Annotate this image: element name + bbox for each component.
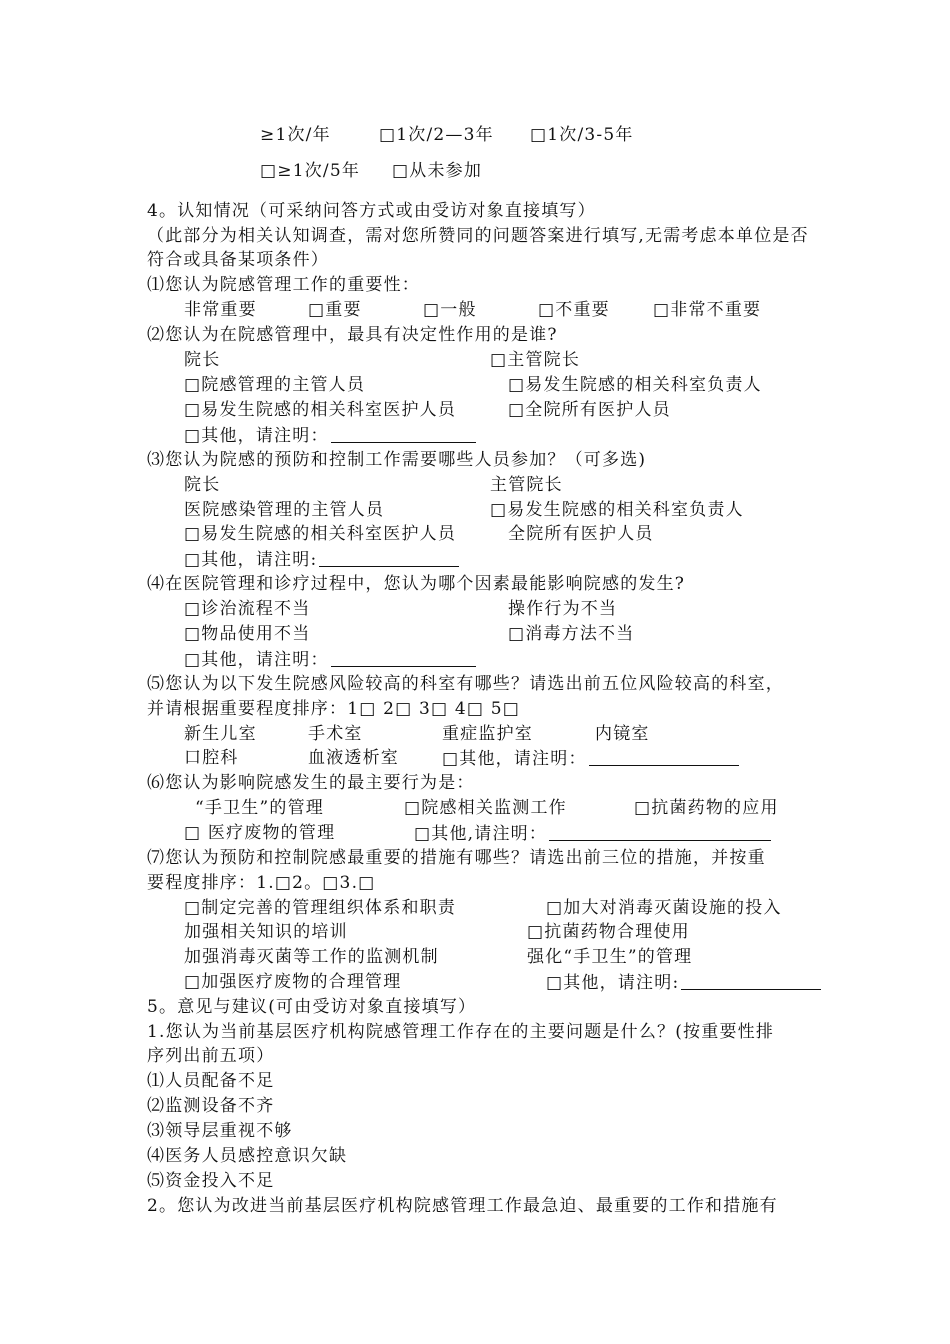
q5-option-dental[interactable]: 口腔科	[184, 748, 239, 768]
q5-option-surgery[interactable]: 手术室	[308, 724, 363, 744]
q6-option-monitoring[interactable]: □院感相关监测工作	[404, 798, 567, 818]
q7-text: ⑺您认为预防和控制院感最重要的措施有哪些？请选出前三位的措施，并按重	[147, 848, 766, 868]
section-4-title: 4。认知情况（可采纳问答方式或由受访对象直接填写）	[147, 201, 596, 221]
q6-other-blank[interactable]	[549, 823, 771, 841]
q2-option-other[interactable]	[184, 425, 476, 446]
q4-option-supplies[interactable]: □物品使用不当	[184, 624, 311, 644]
q1-text: ⑴您认为院感管理工作的重要性：	[147, 275, 420, 295]
s5-answer-item: ⑶领导层重视不够	[147, 1121, 293, 1141]
q5-option-icu[interactable]: 重症监护室	[442, 724, 533, 744]
q2-option-vice-dean[interactable]: □主管院长	[490, 350, 581, 370]
q3-option-dean[interactable]: 院长	[184, 475, 221, 495]
s5-q1-text-cont: 序列出前五项）	[147, 1046, 275, 1066]
freq-option-3-5-years[interactable]: □1次/3-5年	[530, 125, 634, 145]
s5-answer-item: ⑴人员配备不足	[147, 1071, 275, 1091]
q7-option-monitoring-mechanism[interactable]: 加强消毒灭菌等工作的监测机制	[184, 947, 439, 967]
q7-option-hand-hygiene[interactable]: 强化“手卫生”的管理	[527, 947, 693, 967]
q4-other-blank[interactable]	[331, 649, 476, 667]
q3-option-other[interactable]	[184, 549, 459, 570]
q4-option-process[interactable]: □诊治流程不当	[184, 599, 311, 619]
s5-answer-item: ⑸资金投入不足	[147, 1171, 275, 1191]
q4-option-other[interactable]	[184, 649, 476, 670]
s5-q1-text: 1.您认为当前基层医疗机构院感管理工作存在的主要问题是什么？(按重要性排	[147, 1022, 775, 1042]
q2-option-dept-head[interactable]: □易发生院感的相关科室负责人	[508, 375, 762, 395]
q7-option-antibiotics[interactable]: □抗菌药物合理使用	[527, 922, 690, 942]
q3-other-blank[interactable]	[319, 549, 459, 567]
freq-option-2-3-years[interactable]: □1次/2—3年	[379, 125, 494, 145]
q2-other-blank[interactable]	[331, 425, 476, 443]
q3-option-dept-staff[interactable]: □易发生院感的相关科室医护人员	[184, 524, 457, 544]
q6-option-hand-hygiene[interactable]: “手卫生”的管理	[195, 798, 324, 818]
q5-option-endoscopy[interactable]: 内镜室	[595, 724, 650, 744]
q3-option-vice-dean[interactable]: 主管院长	[490, 475, 563, 495]
q2-option-all-staff[interactable]: □全院所有医护人员	[508, 400, 671, 420]
q5-other-label: □其他，请注明：	[442, 749, 587, 769]
s5-answer-item: ⑵监测设备不齐	[147, 1096, 275, 1116]
s5-answer-item: ⑷医务人员感控意识欠缺	[147, 1146, 348, 1166]
q1-option-important[interactable]: □重要	[308, 300, 362, 320]
q3-option-all-staff[interactable]: 全院所有医护人员	[508, 524, 654, 544]
q4-option-disinfection[interactable]: □消毒方法不当	[508, 624, 635, 644]
q5-option-neonatal[interactable]: 新生儿室	[184, 724, 257, 744]
q6-other-label: □其他,请注明：	[414, 824, 548, 844]
q3-other-label: □其他，请注明:	[184, 550, 318, 570]
section-4-note-cont: 符合或具备某项条件）	[147, 250, 329, 270]
q5-text: ⑸您认为以下发生院感风险较高的科室有哪些？请选出前五位风险较高的科室，	[147, 674, 784, 694]
q3-text: ⑶您认为院感的预防和控制工作需要哪些人员参加？（可多选)	[147, 450, 647, 470]
q6-text: ⑹您认为影响院感发生的最主要行为是：	[147, 773, 475, 793]
q6-option-antibiotics[interactable]: □抗菌药物的应用	[634, 798, 779, 818]
q5-option-other[interactable]	[442, 748, 739, 769]
q7-option-medical-waste[interactable]: □加强医疗废物的合理管理	[184, 972, 402, 992]
q5-other-blank[interactable]	[589, 748, 739, 766]
q2-text: ⑵您认为在院感管理中，最具有决定性作用的是谁?	[147, 325, 558, 345]
q1-option-average[interactable]: □一般	[423, 300, 477, 320]
q2-option-infection-manager[interactable]: □院感管理的主管人员	[184, 375, 366, 395]
freq-option-5-years[interactable]: □≥1次/5年	[260, 161, 361, 181]
section-4-note: （此部分为相关认知调查，需对您所赞同的问题答案进行填写,无需考虑本单位是否	[147, 226, 809, 246]
s5-q2-text: 2。您认为改进当前基层医疗机构院感管理工作最急迫、最重要的工作和措施有	[147, 1196, 778, 1216]
q1-option-very-unimportant[interactable]: □非常不重要	[653, 300, 762, 320]
q7-ranking[interactable]: 要程度排序：1.□2。□3.□	[147, 873, 376, 893]
q4-text: ⑷在医院管理和诊疗过程中，您认为哪个因素最能影响院感的发生?	[147, 574, 686, 594]
q1-option-very-important[interactable]: 非常重要	[184, 300, 257, 320]
q4-option-operation[interactable]: 操作行为不当	[508, 599, 618, 619]
q2-other-label: □其他，请注明：	[184, 426, 329, 446]
q7-option-other[interactable]	[546, 972, 821, 993]
section-5-title: 5。意见与建议(可由受访对象直接填写）	[147, 997, 477, 1017]
q3-option-dept-head[interactable]: □易发生院感的相关科室负责人	[490, 500, 744, 520]
q7-other-label: □其他，请注明:	[546, 973, 680, 993]
q2-option-dean[interactable]: 院长	[184, 350, 221, 370]
q6-option-medical-waste[interactable]: □ 医疗废物的管理	[184, 823, 336, 843]
q6-option-other[interactable]	[414, 823, 771, 844]
q2-option-dept-staff[interactable]: □易发生院感的相关科室医护人员	[184, 400, 457, 420]
q1-option-not-important[interactable]: □不重要	[538, 300, 610, 320]
q7-option-training[interactable]: 加强相关知识的培训	[184, 922, 348, 942]
freq-option-yearly[interactable]: ≥1次/年	[260, 125, 331, 145]
q5-option-dialysis[interactable]: 血液透析室	[308, 748, 399, 768]
q4-other-label: □其他，请注明：	[184, 650, 329, 670]
q7-option-disinfection-investment[interactable]: □加大对消毒灭菌设施的投入	[546, 898, 782, 918]
q7-option-organization[interactable]: □制定完善的管理组织体系和职责	[184, 898, 457, 918]
freq-option-never[interactable]: □从未参加	[392, 161, 483, 181]
q3-option-infection-manager[interactable]: 医院感染管理的主管人员	[184, 500, 385, 520]
q5-ranking[interactable]: 并请根据重要程度排序：1□ 2□ 3□ 4□ 5□	[147, 699, 521, 719]
q7-other-blank[interactable]	[681, 972, 821, 990]
